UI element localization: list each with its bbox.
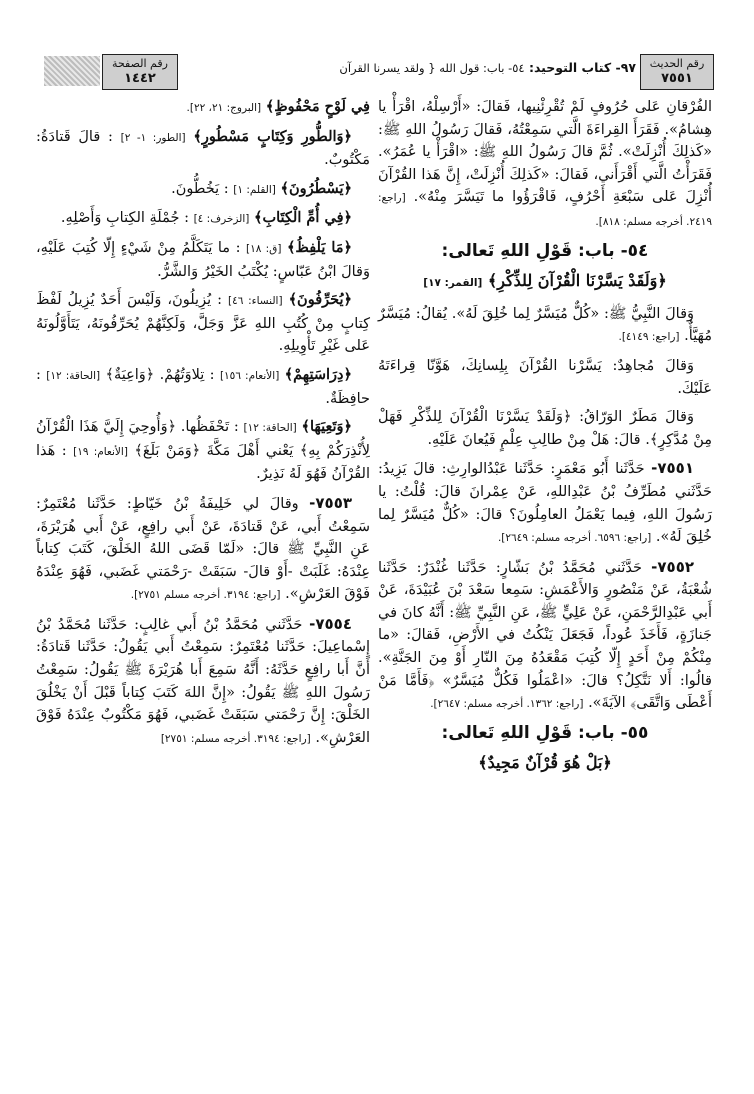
hadith-7551 [378,457,712,549]
hadith-number: ٧٥٥١ [661,71,693,86]
paragraph: وَقالَ مُجاهِدٌ: يَسَّرْنا القُرْآنَ بِلِسانِكَ، هَوَّنّا قِراءَتَهُ عَلَيْكَ. [378,357,712,397]
hadith-text: الفُرْقانِ عَلى حُرُوفٍ لَمْ تُقْرِئْنِيها، فَقالَ: «أَرْسِلْهُ، اقْرَأْ يا هِشامُ». فَقَرَأَ القِراءَةَ الَّتي سَمِعْتُهُ، فَقالَ رَسُولُ اللهِ ﷺ: «كَذلِكَ أُنْزِلَتْ». ثُمَّ قالَ رَسُولُ اللهِ ﷺ: «اقْرَأْ يا عُمَرُ». فَقَرَأْتُ الَّتي أَقْرَأَني، فَقالَ: «كَذلِكَ أُنْزِلَتْ، إِنَّ هَذا القُرْآنَ أُنْزِلَ عَلى سَبْعَةِ أَحْرُفٍ، فَاقْرَؤُوا ما تَيَسَّرَ مِنْهُ». [378,99,712,206]
hadith-text: وقالَ لي خَلِيفَةُ بْنُ خَيّاطٍ: حَدَّثَنا مُعْتَمِرٌ: سَمِعْتُ أَبي، عَنْ قَتادَةَ، عَنْ أَبي رافِعٍ، عَنْ أَبي هُرَيْرَةَ، عَنِ النَّبِيِّ ﷺ قالَ: «لَمّا قَضَى اللهُ الخَلْقَ، كَتَبَ كِتاباً عِنْدَهُ: غَلَبَتْ -أَوْ قالَ- سَبَقَتْ -رَحْمَتي غَضَبي، فَهُوَ عِنْدَهُ فَوْقَ العَرْشِ». [36,495,370,603]
page-number: ١٤٤٢ [124,71,156,86]
text: : هَذا القُرْآنُ فَهُوَ لَهُ نَذِيرٌ. [36,442,370,483]
verse-reference: [القمر: ١٧] [423,277,483,290]
paragraph [36,96,370,120]
paragraph [36,364,370,410]
text: : تَحْفَظُها. ﴿وَأُوحِيَ إِلَيَّ هَذَا الْقُرْآنُ لِأُنْذِرَكُمْ بِهِ﴾ يَعْني أَهْلَ مَكَّةَ ﴿وَمَنْ بَلَغَ﴾ [36,419,370,459]
text: : قالَ قَتادَةُ: مَكْتُوبٌ. [36,128,370,169]
verse-text: ﴿وَالطُّورِ وَكِتَابٍ مَسْطُورٍ﴾ [193,127,353,145]
reference: [الأنعام: ١٩] [73,445,128,458]
verse-text: فِي لَوْحٍ مَحْفُوظٍ﴾ [265,98,370,115]
reference: [راجع: ٣١٩٤. أخرجه مسلم ٢٧٥١]. [130,589,281,602]
book-title: ٩٧- كتاب التوحيد: [528,60,636,75]
hadith-7552 [378,556,712,716]
verse-55: ﴿بَلْ هُوَ قُرْآنٌ مَجِيدٌ﴾ [478,753,612,773]
paragraph [36,416,370,486]
text: : ما يَتَكَلَّمُ مِنْ شَيْءٍ إِلّا كُتِبَ عَلَيْهِ، وَقالَ ابْنُ عَبّاسٍ: يُكْتَبُ الخَيْرُ وَالشَّرُّ. [36,239,370,280]
text: : يُزِيلُونَ، وَلَيْسَ أَحَدٌ يُزِيلُ لَفْظَ كِتابٍ مِنْ كُتُبِ اللهِ عَزَّ وَجَلَّ، وَلَكِنَّهُمْ يُحَرِّفُونَهُ، يَتَأَوَّلُونَهُ عَلى غَيْرِ تَأْوِيلِهِ. [36,292,370,355]
right-column [378,96,712,783]
reference: [الأنعام: ١٥٦] [219,369,280,382]
hadith-text: حَدَّثَني مُحَمَّدُ بْنُ بَشّارٍ: حَدَّثَنا غُنْدَرٌ: حَدَّثَنا شُعْبَةُ، عَنْ مَنْصُورٍ وَالأَعْمَشِ: سَمِعا سَعْدَ بْنَ عُبَيْدَةَ، عَنْ أَبي عَبْدِالرَّحْمَنِ، عَنْ عَلِيٍّ ﷺ، عَنِ النَّبِيِّ ﷺ: أَنَّهُ كانَ في جَنازَةٍ، فَأَخَذَ عُوداً، فَجَعَلَ يَنْكُتُ في الأَرْضِ، فَقالَ: «ما مِنْكُمْ مِنْ أَحَدٍ إِلّا كُتِبَ مَقْعَدُهُ مِنَ النّارِ أَوْ مِنَ الجَنَّةِ». قالُوا: أَلا نَتَّكِلُ؟ قالَ: «اعْمَلُوا فَكُلٌّ مُيَسَّرٌ» ﴿فَأَمَّا مَنْ أَعْطَى وَاتَّقَى﴾ الآيَةَ». [378,559,712,712]
reference: [الحاقة: ١٢] [46,369,101,382]
hadith-number: ٧٥٥١- [651,459,694,478]
verse-text: ﴿يَسْطُرُونَ﴾ [280,179,352,197]
paragraph: وَقالَ مَطَرٌ الوَرّاقُ: ﴿وَلَقَدْ يَسَّرْنَا الْقُرْآنَ لِلذِّكْرِ فَهَلْ مِنْ مُدَّكِرٍ﴾. قالَ: هَلْ مِنْ طالِبِ عِلْمٍ فَيُعانَ عَلَيْهِ. [378,409,712,448]
hadith-number: ٧٥٥٢- [651,557,695,576]
left-column [36,96,370,756]
text: : جُمْلَةِ الكِتابِ وَأَصْلِهِ. [60,210,189,227]
reference: [الطور: ١- ٢] [120,131,186,144]
reference: [القلم: ١] [233,183,276,196]
paragraph [36,207,370,231]
reference: [راجع: ٢٤١٩. أخرجه مسلم: ٨١٨]. [378,192,712,228]
text: : حافِظَةٌ. [36,366,370,407]
reference: [راجع: ٣١٩٤. أخرجه مسلم: ٢٧٥١] [160,732,311,745]
hadith-number: ٧٥٥٤- [309,614,352,633]
hadith-number-label: رقم الحديث [649,57,705,70]
chapter-heading-55: ٥٥- باب: قَوْلِ اللهِ تَعالى: [441,722,649,743]
reference: [راجع: ١٣٦٢. أخرجه مسلم: ٢٦٤٧]. [430,698,584,711]
text: : تِلاوَتُهُمْ. ﴿وَاعِيَةٌ﴾ [105,366,215,383]
page-number-box [102,54,178,90]
hadith-number: ٧٥٥٣- [309,493,353,512]
page-header [44,50,714,90]
reference: [ق: ١٨] [246,242,282,255]
hadith-number-box [640,54,714,90]
chapter-title: ٥٤- باب: قول الله { ولقد يسرنا القرآن [339,61,525,75]
hadith-7554 [36,613,370,751]
header-ornament-left [44,56,100,86]
paragraph [378,303,712,349]
paragraph [36,178,370,202]
reference: [الزخرف: ٤] [193,213,250,226]
hadith-text: حَدَّثَنا أَبُو مَعْمَرٍ: حَدَّثَنا عَبْدُالوارِثِ: قالَ يَزِيدُ: حَدَّثَني مُطَرِّفُ بْنُ عَبْدِاللهِ، عَنْ عِمْرانَ قالَ: قُلْتُ: يا رَسُولَ اللهِ، فِيما يَعْمَلُ العامِلُونَ؟ قالَ: «كُلٌّ مُيَسَّرٌ لِما خُلِقَ لَهُ». [378,461,712,546]
reference: [الحاقة: ١٢] [243,422,297,435]
reference: [راجع: ٤١٤٩]. [618,331,680,344]
paragraph [36,126,370,172]
chapter-heading-54: ٥٤- باب: قَوْلِ اللهِ تَعالى: [441,240,649,261]
verse-text: ﴿فِي أُمِّ الْكِتَابِ﴾ [253,209,352,227]
text: وَقالَ النَّبِيُّ ﷺ: «كُلٌّ مُيَسَّرٌ لِما خُلِقَ لَهُ». يُقالُ: مُيَسَّرٌ مُهَيَّأٌ. [378,305,712,345]
reference: [البروج: ٢١، ٢٢]. [186,102,262,114]
header-title [184,60,636,82]
text: : يَخُطُّونَ. [171,180,229,197]
reference: [النساء: ٤٦] [228,295,283,308]
verse-text: ﴿دِرَاسَتِهِمْ﴾ [284,365,352,383]
reference: [راجع: ٦٥٩٦. أخرجه مسلم: ٢٦٤٩]. [497,532,652,545]
paragraph [36,237,370,283]
verse-text: ﴿وَلَقَدْ يَسَّرْنَا الْقُرْآنَ لِلذِّكْرِ﴾ [487,271,667,291]
paragraph [36,289,370,358]
page-number-label: رقم الصفحة [112,57,168,70]
paragraph [378,96,712,234]
verse-text: ﴿يُحَرِّفُونَ﴾ [288,291,353,309]
hadith-7553 [36,492,370,607]
verse-text: ﴿وَتَعِيَهَا﴾ [301,418,353,436]
hadith-text: حَدَّثَني مُحَمَّدُ بْنُ أَبي غالِبٍ: حَدَّثَنا مُحَمَّدُ بْنُ إِسْماعِيلَ: حَدَّثَنا مُعْتَمِرٌ: سَمِعْتُ أَبي يَقُولُ: حَدَّثَنا قَتادَةُ: أَنَّ أَبا رافِعٍ حَدَّثَهُ: أَنَّهُ سَمِعَ أَبا هُرَيْرَةَ ﷺ يَقُولُ: سَمِعْتُ رَسُولَ اللهِ ﷺ يَقُولُ: «إِنَّ اللهَ كَتَبَ كِتاباً قَبْلَ أَنْ يَخْلُقَ الخَلْقَ: إِنَّ رَحْمَتي سَبَقَتْ غَضَبي، فَهُوَ مَكْتُوبٌ عِنْدَهُ فَوْقَ العَرْشِ». [36,616,370,746]
verse-54 [378,270,712,295]
verse-text: ﴿مَا يَلْفِظُ﴾ [286,238,352,256]
